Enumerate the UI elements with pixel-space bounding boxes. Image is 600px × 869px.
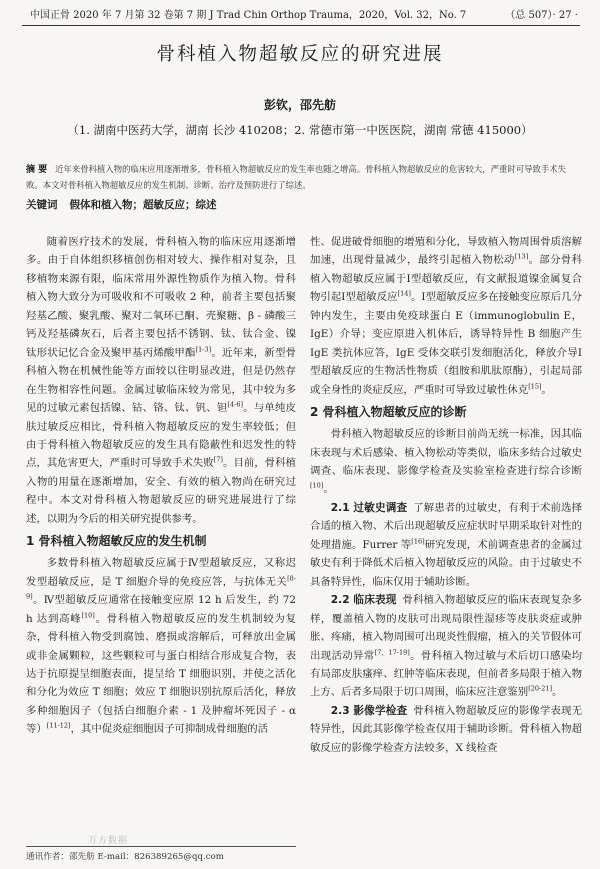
keywords	[26, 197, 576, 212]
paragraph-text: 了解患者的过敏史，有利于术前选择合适的植入物、术后出现超敏反应症状时早期采取针对性的处理措施。Furrer 等	[310, 501, 582, 551]
paragraph-text: 骨科植入物超敏反应的影像学表现无特异性，因此其影像学检查仅用于辅助诊断。骨科植入物超敏反应的影像学检查方法较多，X 线检查	[310, 704, 582, 754]
paragraph-text: 。	[323, 483, 334, 496]
corresponding-author-footnote: 通讯作者：邵先舫 E-mail：826389265@qq.com	[26, 846, 296, 862]
citation-ref: [4-6]	[227, 400, 243, 409]
section-heading: 1 骨科植入物超敏反应的发生机制	[26, 534, 207, 549]
body-paragraph	[26, 233, 296, 528]
citation-ref: [15]	[528, 382, 542, 391]
paragraph-text: 随着医疗技术的发展，骨科植入物的临床应用逐渐增多。由于自体组织移植创伤相对较大、操作相对复杂，且移植物来源有限，临床常用外源性物质作为植入物。骨科植入物大致分为可吸收和不可吸收 2 种，前者主要包括聚羟基乙酸、聚乳酸、聚对二氧环已酮、壳聚糖、β - 磷酸三钙及羟基磷灰石，后者主要包括不锈钢、钛、钛合金、镍钛形状记忆合金及聚甲基丙烯酸甲酯	[26, 236, 296, 359]
citation-ref: [7，17-19]	[374, 648, 410, 657]
paragraph-text: 骨科植入物超敏反应的诊断目前尚无统一标准，因其临床表现与术后感染、植入物松动等类似，临床多结合过敏史调查、临床表现、影像学检查及实验室检查进行综合诊断	[310, 428, 582, 477]
citation-ref: [1-3]	[195, 345, 212, 354]
body-paragraph	[310, 499, 582, 591]
citation-ref: [14]	[397, 289, 411, 298]
paragraph-text: 。与单纯皮肤过敏反应相比，骨科植入物超敏反应的发生率较低；但由于骨科植入物超敏反应的发生具有隐蔽性和迟发性的特点，其危害更大，严重时可导致手术失败	[26, 402, 296, 470]
paragraph-text: 性、促进破骨细胞的增殖和分化，导致植入物周围骨质溶解加速，出现骨量减少，最终引起植入物松动	[310, 236, 582, 267]
citation-ref: [20-21]	[528, 684, 553, 693]
body-column-right	[310, 233, 582, 833]
article-authors: 彭钦，邵先舫	[263, 98, 336, 112]
paragraph-text: 。部分骨科植入物超敏反应属于Ⅰ型超敏反应，有文献报道镍金属复合物引起Ⅰ型超敏反应	[310, 254, 582, 304]
paragraph-text: 。目前，骨科植入物的用量在逐渐增加，安全、有效的植入物尚在研究过程中。本文对骨科植入物超敏反应的研究进展进行了综述，以期为今后的相关研究提供参考。	[26, 457, 296, 525]
citation-ref: [11-12]	[46, 721, 71, 730]
body-column-left	[26, 233, 296, 833]
keywords-text: 假体和植入物；超敏反应；综述	[69, 199, 217, 211]
running-header-journal: 中国正骨 2020 年 7 月第 32 卷第 7 期 J Trad Chin Orthop Trauma，2020，Vol. 32，No. 7	[30, 10, 467, 21]
article-title: 骨科植入物超敏反应的研究进展	[156, 44, 444, 65]
paragraph-text: 。	[541, 383, 552, 396]
keywords-label: 关键词	[26, 199, 58, 211]
watermark: 万方数据	[88, 836, 129, 846]
subsection-heading: 2.1 过敏史调查	[330, 501, 408, 514]
citation-ref: [10]	[81, 611, 95, 620]
paragraph-text: 。近年来，新型骨科植入物在机械性能等方面较以往明显改进，但是仍然存在生物相容性问题。金属过敏临床较为常见，其中较为多见的过敏元素包括镍、钴、铬、钛、钒、钽	[26, 346, 296, 415]
paragraph-text: 多数骨科植入物超敏反应属于Ⅳ型超敏反应，又称迟发型超敏反应，是 T 细胞介导的免疫应答，与抗体无关	[26, 557, 296, 588]
running-header	[22, 8, 580, 26]
running-header-page-number: （总 507）· 27 ·	[505, 10, 578, 21]
article-affiliation: （1. 湖南中医药大学，湖南 长沙 410208；2. 常德市第一中医医院，湖南 常德 415000）	[67, 123, 533, 137]
citation-ref: [13]	[514, 252, 529, 261]
citation-ref: [10]	[310, 481, 324, 490]
section-heading: 2 骨科植入物超敏反应的诊断	[310, 405, 467, 420]
paragraph-text: 。	[552, 686, 563, 699]
paragraph-text: 。Ⅳ型超敏反应通常在接触变应原 12 h 后发生，约 72 h 达到高峰	[26, 594, 296, 625]
subsection-heading: 2.3 影像学检查	[330, 704, 408, 717]
paragraph-text: 。骨科植入物过敏与术后切口感染均有局部皮肤瘙痒、红肿等临床表现，但前者多局限于植入物上方、后者多局限于切口周围，临床应注意鉴别	[310, 649, 582, 699]
paragraph-text: 。骨科植入物超敏反应的发生机制较为复杂，骨科植入物受到腐蚀、磨损或溶解后，可释放出金属或非金属颗粒，这些颗粒可与蛋白相结合形成复合物，表达于抗原提呈细胞表面，提呈给 T 细胞识别，并使之活化和分化为效应 T 细胞；效应 T 细胞识别抗原后活化，释放多种细胞因子（包括白细胞介素 - 1 及肿瘤坏死因子 - α 等）	[26, 612, 296, 736]
citation-ref: [8-9]	[26, 574, 296, 601]
body-paragraph	[310, 591, 582, 702]
body-paragraph	[26, 554, 296, 739]
paragraph-text: 研究发现，术前调查患者的金属过敏史有利于降低术后植入物超敏反应的风险。由于过敏史不具备特异性，临床仅用于辅助诊断。	[310, 538, 582, 588]
citation-ref: [7]	[213, 455, 223, 464]
citation-ref: [16]	[411, 537, 425, 546]
paragraph-text: 。Ⅰ型超敏反应多在接触变应原后几分钟内发生，主要由免疫球蛋白 E（immunoglobulin E，IgE）介导；变应原进入机体后，诱导特异性 B 细胞产生 IgE 类抗体应答，IgE 受体交联引发细胞活化，释放介导Ⅰ型超敏反应的生物活性物质（组胺和肌肽原酶），引起局部或全身性的炎症反应，严重时可导致过敏性休克	[310, 291, 582, 396]
subsection-heading: 2.2 临床表现	[330, 594, 397, 607]
paragraph-text: 骨科植入物超敏反应的临床表现复杂多样，覆盖植入物的皮肤可出现局限性湿疹等皮肤炎症或肿胀、疼痛，植入物周围可出现炎性假瘤，植入的关节假体可出现活动异常	[310, 594, 582, 662]
abstract	[26, 162, 576, 193]
paragraph-text: ，其中促炎症细胞因子可抑制成骨细胞的活	[70, 723, 269, 736]
abstract-text: 近年来骨科植入物的临床应用逐渐增多，骨科植入物超敏反应的发生率也随之增高。骨科植入物超敏反应的危害较大，严重时可导致手术失败。本文对骨科植入物超敏反应的发生机制、诊断、治疗及预防进行了综述。	[26, 164, 567, 190]
body-paragraph	[310, 425, 582, 499]
abstract-label: 摘 要	[26, 165, 48, 175]
body-paragraph	[310, 233, 582, 399]
body-paragraph	[310, 702, 582, 757]
